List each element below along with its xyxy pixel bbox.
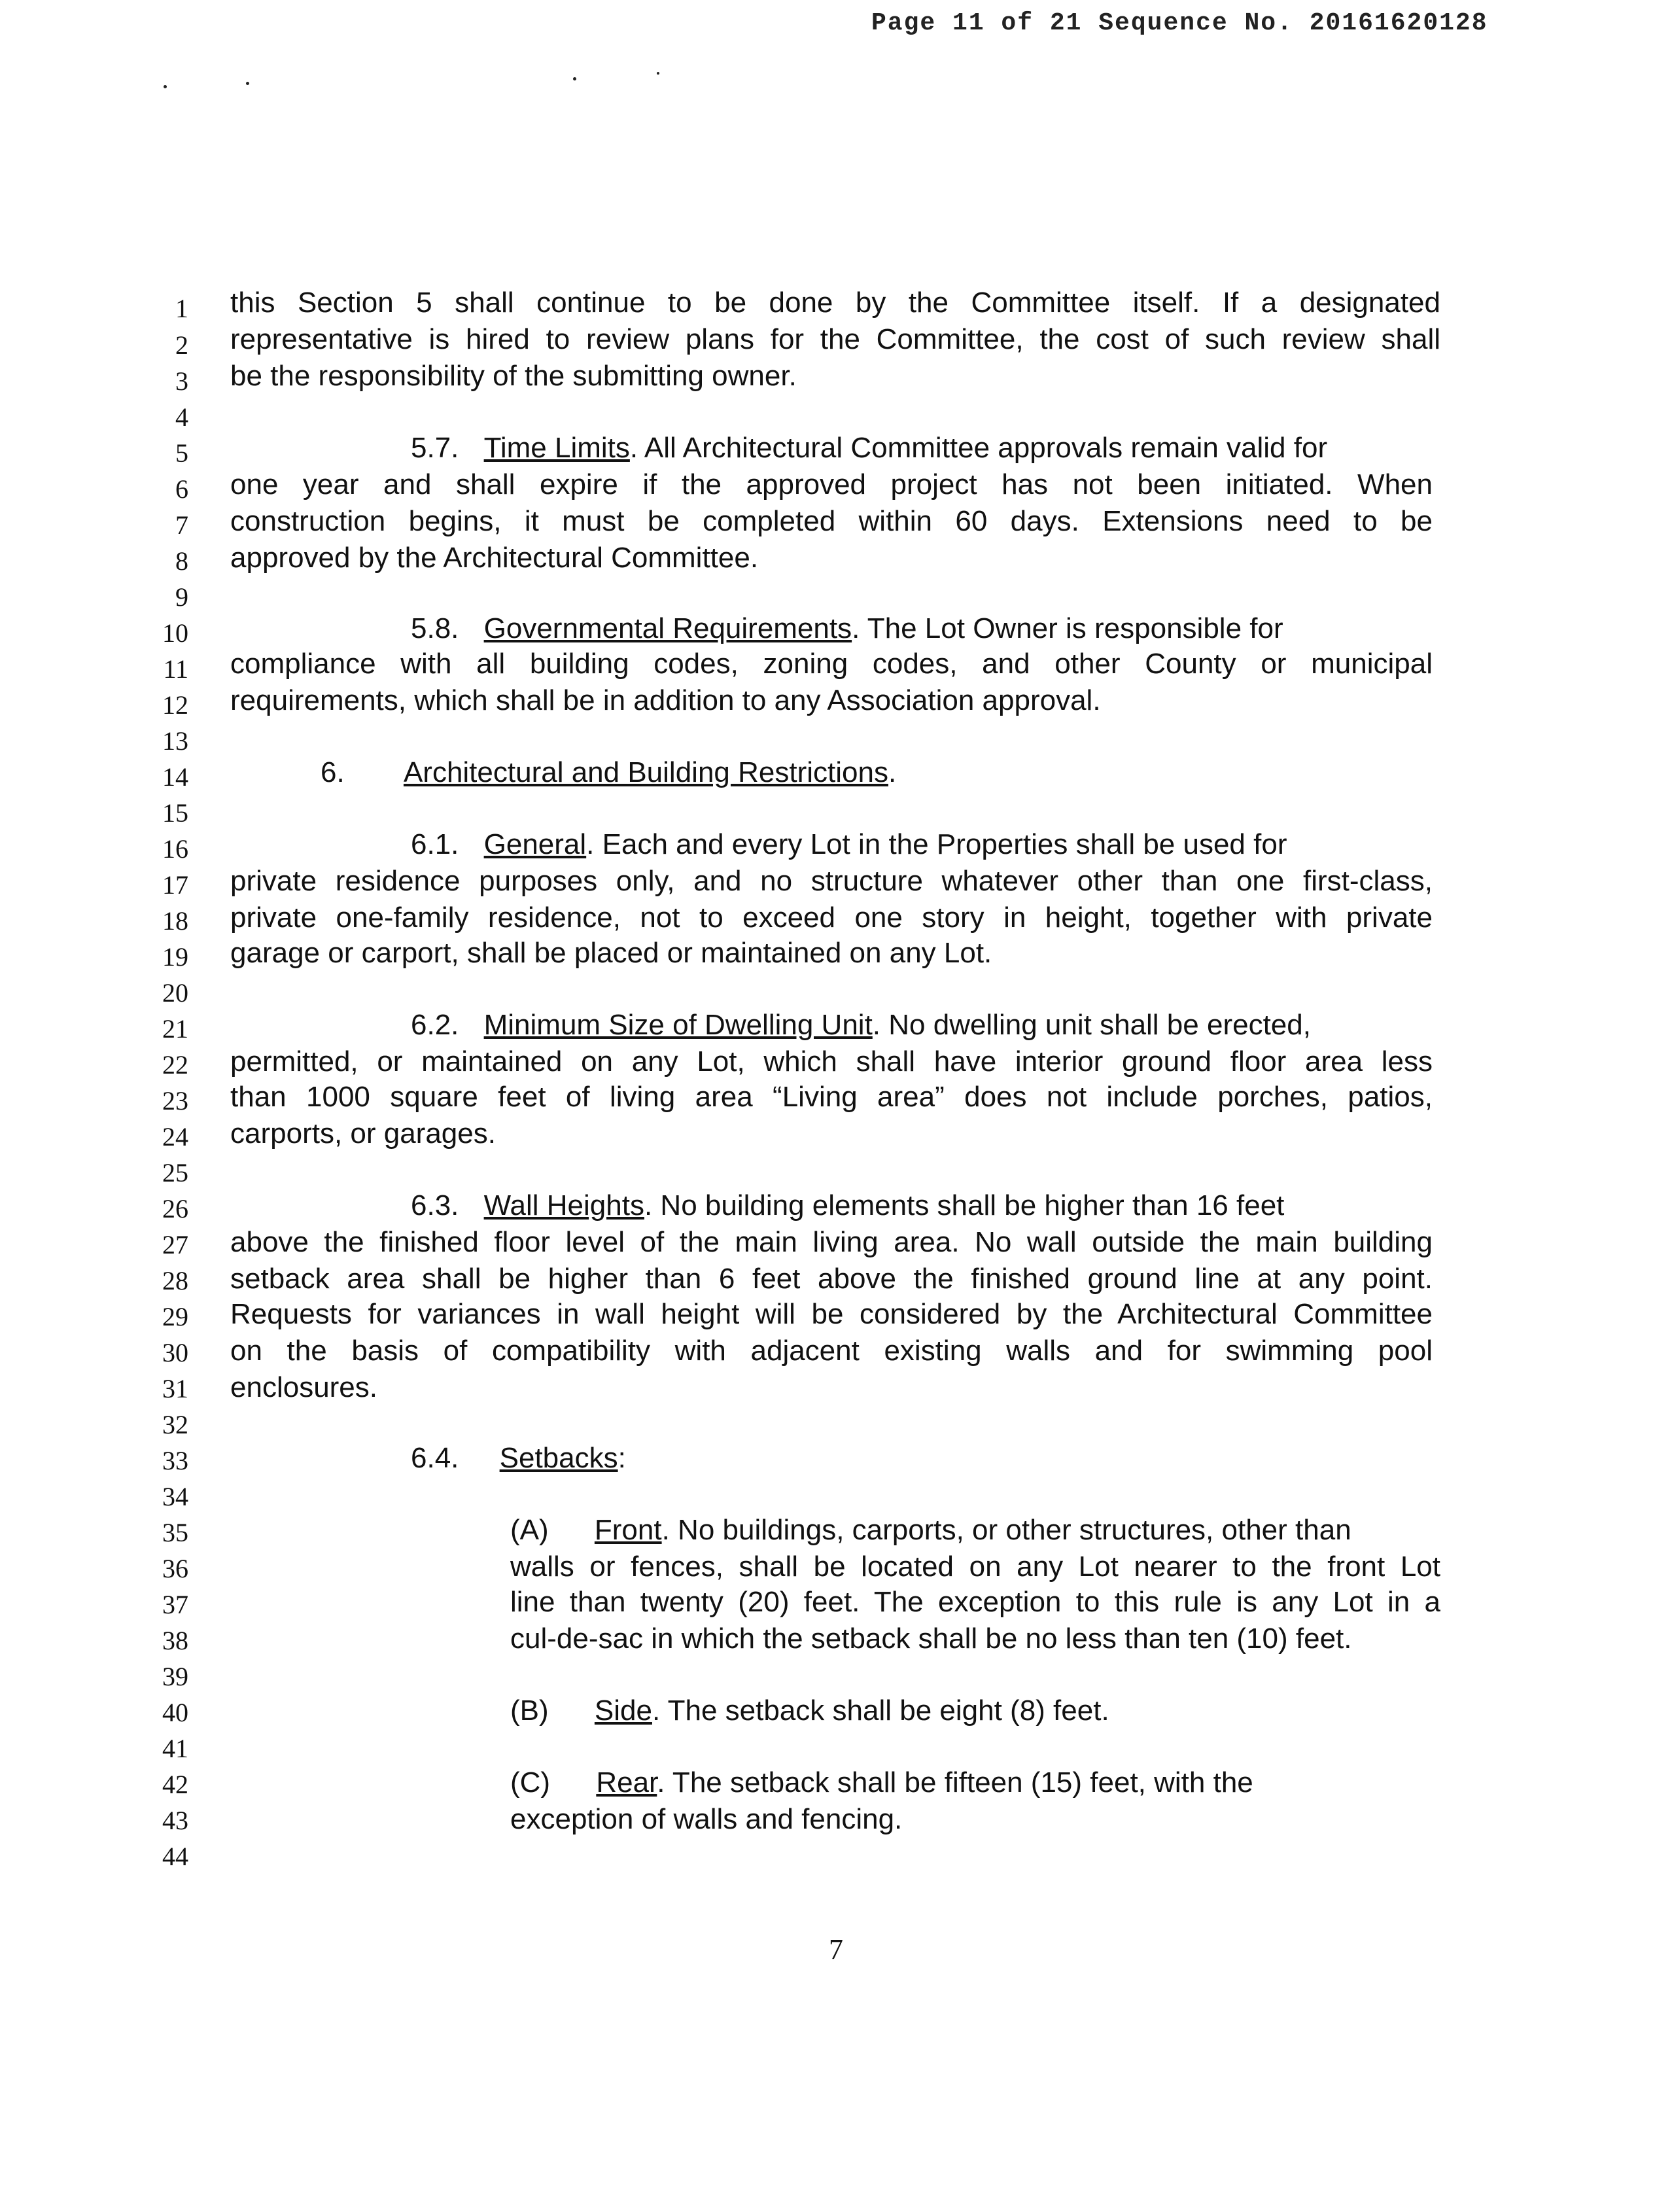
line-number: 8 — [175, 546, 188, 576]
line-number: 31 — [162, 1374, 188, 1403]
line-number: 3 — [175, 366, 188, 396]
line-number: 26 — [162, 1194, 188, 1223]
line-number: 2 — [175, 330, 188, 360]
text-line: this Section 5 shall continue to be done by the Committee itself. If a designated — [230, 287, 1440, 319]
line-number: 35 — [162, 1518, 188, 1547]
scan-speck — [573, 77, 576, 80]
section-number: 6.3. — [411, 1189, 459, 1221]
line-number: 4 — [175, 402, 188, 432]
text-segment: . No dwelling unit shall be erected, — [872, 1009, 1311, 1041]
text-line: line than twenty (20) feet. The exception to this rule is any Lot in a — [510, 1586, 1440, 1618]
subsection-c-line — [510, 1766, 1253, 1799]
text-line: be the responsibility of the submitting owner. — [230, 360, 797, 392]
line-number: 42 — [162, 1770, 188, 1799]
text-line: private one-family residence, not to exceed one story in height, together with private — [230, 902, 1433, 934]
subsection-title: Rear — [596, 1766, 657, 1799]
text-line: Requests for variances in wall height will be considered by the Architectural Committee — [230, 1298, 1433, 1330]
text-line: permitted, or maintained on any Lot, which shall have interior ground floor area less — [230, 1045, 1433, 1078]
text-line: private residence purposes only, and no structure whatever other than one first-class, — [230, 865, 1433, 897]
text-line: requirements, which shall be in addition to any Association approval. — [230, 684, 1101, 716]
line-number: 17 — [162, 870, 188, 900]
text-line: above the finished floor level of the main living area. No wall outside the main building — [230, 1226, 1433, 1258]
subsection-a-line — [510, 1514, 1351, 1547]
line-number: 41 — [162, 1734, 188, 1763]
line-number: 39 — [162, 1662, 188, 1691]
line-number: 29 — [162, 1302, 188, 1331]
line-number: 16 — [162, 834, 188, 864]
text-segment: . No building elements shall be higher than 16 feet — [644, 1189, 1285, 1221]
line-number: 24 — [162, 1122, 188, 1151]
section-title: Governmental Requirements — [483, 612, 852, 644]
line-number: 21 — [162, 1014, 188, 1044]
line-number: 18 — [162, 906, 188, 936]
subsection-label: (C) — [510, 1766, 551, 1799]
text-segment: : — [618, 1442, 626, 1474]
line-number: 44 — [162, 1842, 188, 1871]
line-number: 10 — [162, 618, 188, 648]
line-number: 34 — [162, 1482, 188, 1511]
section-number: 5.8. — [411, 612, 459, 644]
section-number: 6.4. — [411, 1442, 459, 1474]
line-number: 22 — [162, 1050, 188, 1080]
section-title: Minimum Size of Dwelling Unit — [483, 1009, 873, 1041]
text-line: compliance with all building codes, zoning codes, and other County or municipal — [230, 648, 1433, 680]
text-segment: . No buildings, carports, or other structures, other than — [661, 1514, 1351, 1546]
line-number: 28 — [162, 1266, 188, 1295]
section-title: Time Limits — [483, 432, 630, 464]
line-number: 12 — [162, 690, 188, 720]
line-number: 6 — [175, 474, 188, 504]
section-6-heading — [321, 756, 896, 789]
line-number: 14 — [162, 762, 188, 792]
line-number: 27 — [162, 1230, 188, 1259]
line-number: 5 — [175, 438, 188, 468]
text-segment: . All Architectural Committee approvals remain valid for — [629, 432, 1328, 464]
text-line: setback area shall be higher than 6 feet above the finished ground line at any point. — [230, 1263, 1433, 1295]
text-line: representative is hired to review plans for the Committee, the cost of such review shall — [230, 323, 1440, 355]
text-line: construction begins, it must be completed within 60 days. Extensions need to be — [230, 505, 1433, 537]
text-segment: . Each and every Lot in the Properties shall be used for — [586, 828, 1287, 860]
section-6-2-line — [411, 1009, 1311, 1042]
text-line: on the basis of compatibility with adjacent existing walls and for swimming pool — [230, 1335, 1433, 1367]
section-6-4-heading — [411, 1442, 626, 1475]
line-number: 15 — [162, 798, 188, 828]
section-title: Wall Heights — [483, 1189, 644, 1221]
line-number: 20 — [162, 978, 188, 1008]
page-sequence-header: Page 11 of 21 Sequence No. 20161620128 — [871, 9, 1488, 37]
text-segment: . — [888, 756, 897, 788]
section-title: Architectural and Building Restrictions — [403, 756, 888, 788]
line-number: 43 — [162, 1806, 188, 1835]
subsection-title: Front — [594, 1514, 662, 1546]
text-line: carports, or garages. — [230, 1117, 496, 1150]
subsection-label: (B) — [510, 1694, 549, 1727]
section-5-7-line — [411, 432, 1327, 465]
text-line: walls or fences, shall be located on any Lot nearer to the front Lot — [510, 1551, 1440, 1583]
line-number: 13 — [162, 726, 188, 756]
line-number: 32 — [162, 1410, 188, 1439]
section-number: 5.7. — [411, 432, 459, 464]
text-segment: . The setback shall be eight (8) feet. — [652, 1694, 1109, 1727]
text-line: cul-de-sac in which the setback shall be no less than ten (10) feet. — [510, 1623, 1352, 1655]
scan-speck — [246, 82, 249, 85]
line-number: 36 — [162, 1554, 188, 1583]
text-line: enclosures. — [230, 1371, 378, 1403]
scan-speck — [164, 85, 167, 88]
line-number: 11 — [163, 654, 188, 684]
line-number: 23 — [162, 1086, 188, 1115]
subsection-b-line — [510, 1694, 1109, 1727]
text-segment: . The setback shall be fifteen (15) feet, with the — [657, 1766, 1253, 1799]
text-line: garage or carport, shall be placed or maintained on any Lot. — [230, 937, 992, 969]
section-number: 6.2. — [411, 1009, 459, 1041]
line-number: 9 — [175, 582, 188, 612]
text-line: one year and shall expire if the approved project has not been initiated. When — [230, 468, 1433, 500]
section-title: Setbacks — [499, 1442, 618, 1474]
page-number: 7 — [829, 1933, 843, 1965]
line-number: 37 — [162, 1590, 188, 1619]
text-segment: . The Lot Owner is responsible for — [852, 612, 1283, 644]
line-number: 1 — [175, 294, 188, 323]
subsection-label: (A) — [510, 1514, 549, 1546]
line-number: 25 — [162, 1158, 188, 1187]
section-title: General — [483, 828, 587, 860]
text-line: exception of walls and fencing. — [510, 1803, 903, 1835]
text-line: than 1000 square feet of living area “Living area” does not include porches, patios, — [230, 1081, 1433, 1113]
line-number: 38 — [162, 1626, 188, 1655]
line-number: 19 — [162, 942, 188, 972]
scan-speck — [657, 72, 659, 75]
text-line: approved by the Architectural Committee. — [230, 542, 759, 574]
line-number: 33 — [162, 1446, 188, 1475]
line-number: 30 — [162, 1338, 188, 1367]
section-6-1-line — [411, 828, 1287, 861]
line-number: 7 — [175, 510, 188, 540]
line-number: 40 — [162, 1698, 188, 1727]
subsection-title: Side — [594, 1694, 652, 1727]
section-5-8-line — [411, 612, 1283, 645]
section-number: 6. — [321, 756, 345, 788]
section-6-3-line — [411, 1189, 1284, 1222]
section-number: 6.1. — [411, 828, 459, 860]
